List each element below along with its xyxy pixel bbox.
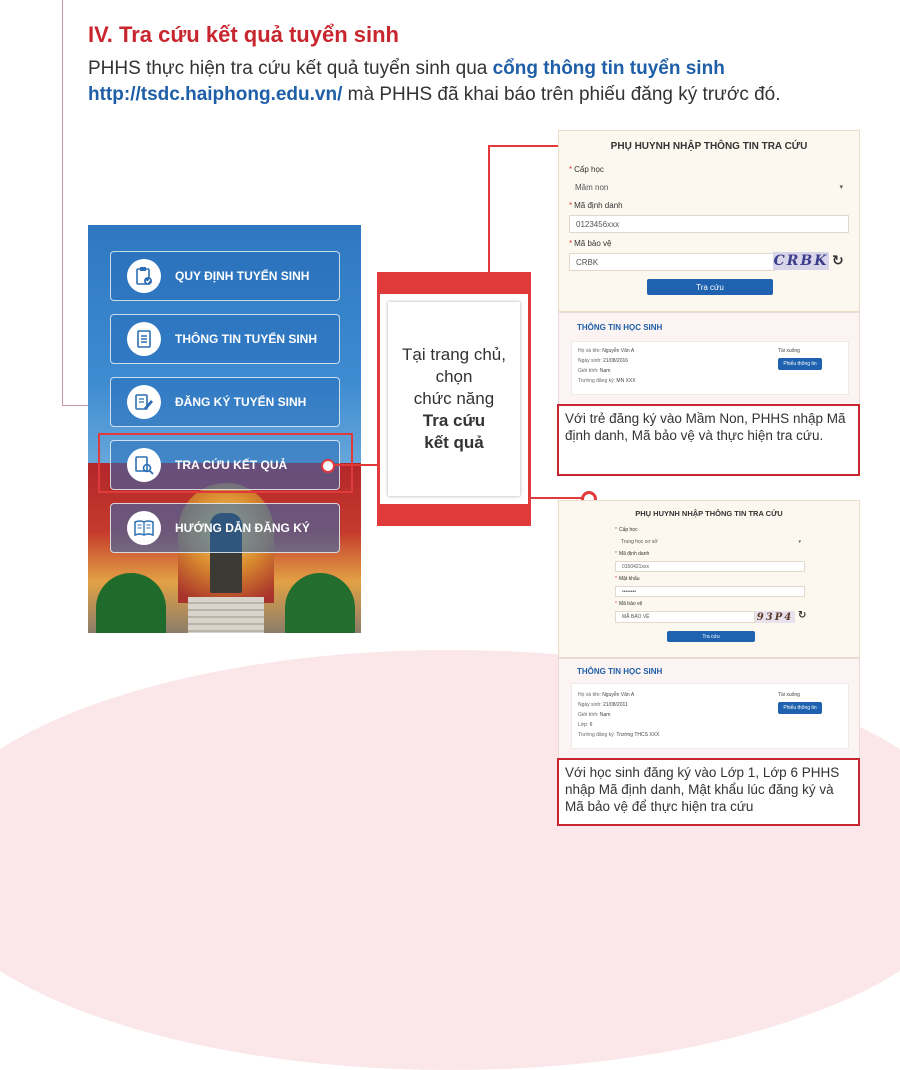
register-form-icon (127, 385, 161, 419)
level-select[interactable]: Mầm non ▾ (569, 179, 849, 195)
steps-image (188, 597, 264, 633)
refresh-icon[interactable]: ↻ (832, 252, 844, 268)
info-row: Giới tính: Nam (578, 712, 611, 718)
student-id-input[interactable]: 0123456xxx (569, 215, 849, 233)
level-select[interactable]: Trung học cơ sở ▾ (615, 537, 805, 547)
frame-line (62, 405, 90, 406)
student-id-input[interactable]: 0150421xxx (615, 561, 805, 572)
menu-label: HƯỚNG DẪN ĐĂNG KÝ (175, 521, 310, 535)
highlight-frame (98, 433, 353, 493)
intro-text: PHHS thực hiện tra cứu kết quả tuyển sinh qua (88, 58, 493, 79)
lookup-form-preschool (558, 130, 860, 312)
intro-paragraph (88, 56, 812, 108)
chevron-down-icon: ▾ (798, 539, 801, 545)
info-row: Ngày sinh: 21/08/2011 (578, 702, 628, 708)
info-row: Ngày sinh: 21/08/2016 (578, 358, 629, 364)
captcha-input[interactable]: MÃ BẢO VỆ (615, 611, 755, 623)
info-row: Họ và tên: Nguyễn Văn A (578, 348, 635, 354)
field-label: * Mã bảo vệ (569, 239, 612, 248)
menu-quy-dinh-tuyen-sinh-button[interactable] (110, 251, 340, 301)
callout-line: Tại trang chủ, (402, 345, 506, 364)
info-title: THÔNG TIN HỌC SINH (577, 323, 663, 332)
info-row: Lớp: 6 (578, 722, 593, 728)
captcha-input[interactable]: CRBK (569, 253, 775, 271)
form-title: PHỤ HUYNH NHẬP THÔNG TIN TRA CỨU (635, 509, 783, 518)
menu-thong-tin-tuyen-sinh-button[interactable] (110, 314, 340, 364)
search-submit-button[interactable]: Tra cứu (667, 631, 755, 642)
form-title: PHỤ HUYNH NHẬP THÔNG TIN TRA CỨU (610, 141, 808, 152)
callout-text (388, 302, 520, 496)
field-label: * Cấp học (569, 165, 604, 174)
menu-label: THÔNG TIN TUYỂN SINH (175, 332, 318, 346)
download-label: Tài xuống (778, 692, 800, 698)
instruction-callout (377, 272, 531, 526)
captcha-image: CRBK (773, 253, 829, 269)
connector-line (530, 497, 582, 499)
callout-bold-line: kết quả (424, 433, 484, 452)
field-label: * Cấp học (615, 527, 638, 533)
menu-label: QUY ĐỊNH TUYỂN SINH (175, 269, 310, 283)
section-heading: IV. Tra cứu kết quả tuyển sinh (88, 22, 399, 47)
note-preschool: Với trẻ đăng ký vào Mầm Non, PHHS nhập Mã định danh, Mã bảo vệ và thực hiện tra cứu. (557, 404, 860, 476)
book-guide-icon (127, 511, 161, 545)
password-input[interactable]: •••••••• (615, 586, 805, 597)
callout-bold-line: Tra cứu (422, 411, 486, 430)
lookup-form-school (558, 500, 860, 658)
field-label: * Mật khẩu (615, 576, 640, 582)
menu-huong-dan-dang-ky-button[interactable] (110, 503, 340, 553)
intro-text: mà PHHS đã khai báo trên phiếu đăng ký trước đó. (342, 84, 781, 105)
refresh-icon[interactable]: ↻ (798, 610, 807, 621)
document-list-icon (127, 322, 161, 356)
info-title: THÔNG TIN HỌC SINH (577, 667, 663, 676)
chevron-down-icon: ▾ (839, 184, 843, 191)
field-label: * Mã bảo vệ (615, 601, 643, 607)
field-label: * Mã định danh (615, 551, 650, 557)
connector-line (488, 145, 490, 273)
field-label: * Mã định danh (569, 201, 623, 210)
portal-name: cổng thông tin tuyển sinh (492, 58, 725, 79)
student-info-card (571, 341, 849, 395)
info-sheet-button[interactable]: Phiếu thông tin (778, 702, 822, 714)
menu-label: ĐĂNG KÝ TUYỂN SINH (175, 395, 307, 409)
menu-label: TRA CỨU KẾT QUẢ (175, 458, 288, 472)
info-row: Họ và tên: Nguyễn Văn A (578, 692, 635, 698)
note-school: Với học sinh đăng ký vào Lớp 1, Lớp 6 PHHS nhập Mã định danh, Mật khẩu lúc đăng ký và Mã bảo vệ để thực hiện tra cứu (557, 758, 860, 826)
captcha-image: 93P4 (756, 611, 794, 623)
connector-dot (321, 459, 335, 473)
info-row: Giới tính: Nam (578, 368, 611, 374)
clipboard-check-icon (127, 259, 161, 293)
search-submit-button[interactable]: Tra cứu (647, 279, 773, 295)
callout-line: chọn (435, 367, 473, 386)
student-info-card (571, 683, 849, 749)
frame-line (62, 0, 63, 406)
callout-line: chức năng (413, 389, 495, 408)
info-sheet-button[interactable]: Phiếu thông tin (778, 358, 822, 370)
portal-url-link[interactable]: http://tsdc.haiphong.edu.vn/ (88, 84, 343, 105)
student-info-panel-school (558, 658, 860, 760)
info-row: Trường đăng ký: Trường THCS XXX (578, 732, 660, 738)
phone-homepage-screenshot (88, 225, 361, 633)
info-row: Trường đăng ký: MN XXX (578, 378, 636, 384)
menu-dang-ky-tuyen-sinh-button[interactable] (110, 377, 340, 427)
download-label: Tài xuống (778, 348, 800, 354)
